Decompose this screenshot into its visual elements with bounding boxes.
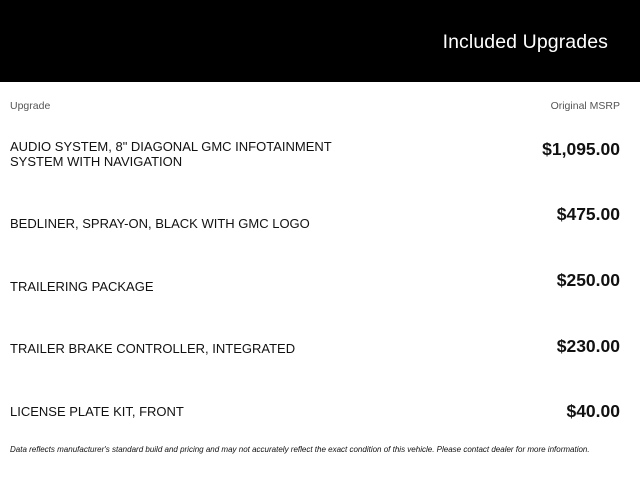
upgrade-price: $1,095.00 bbox=[542, 139, 620, 159]
upgrade-price: $230.00 bbox=[556, 336, 620, 356]
page-title: Included Upgrades bbox=[442, 31, 608, 53]
upgrade-name: AUDIO SYSTEM, 8" DIAGONAL GMC INFOTAINMENT SYSTEM WITH NAVIGATION bbox=[10, 139, 332, 169]
column-header-upgrade: Upgrade bbox=[10, 100, 51, 112]
upgrade-name: LICENSE PLATE KIT, FRONT bbox=[10, 404, 184, 419]
disclaimer-footnote: Data reflects manufacturer's standard build and pricing and may not accurately reflect the exact condition of this vehicle. Please contact dealer for more information. bbox=[10, 445, 590, 454]
upgrade-price: $475.00 bbox=[556, 204, 620, 224]
header-banner bbox=[0, 0, 640, 82]
upgrade-name: TRAILER BRAKE CONTROLLER, INTEGRATED bbox=[10, 341, 296, 356]
upgrade-price: $250.00 bbox=[556, 270, 620, 290]
column-header-msrp: Original MSRP bbox=[550, 100, 620, 112]
upgrade-name: TRAILERING PACKAGE bbox=[10, 279, 154, 294]
upgrade-price: $40.00 bbox=[566, 401, 620, 421]
upgrade-name: BEDLINER, SPRAY-ON, BLACK WITH GMC LOGO bbox=[10, 216, 310, 231]
